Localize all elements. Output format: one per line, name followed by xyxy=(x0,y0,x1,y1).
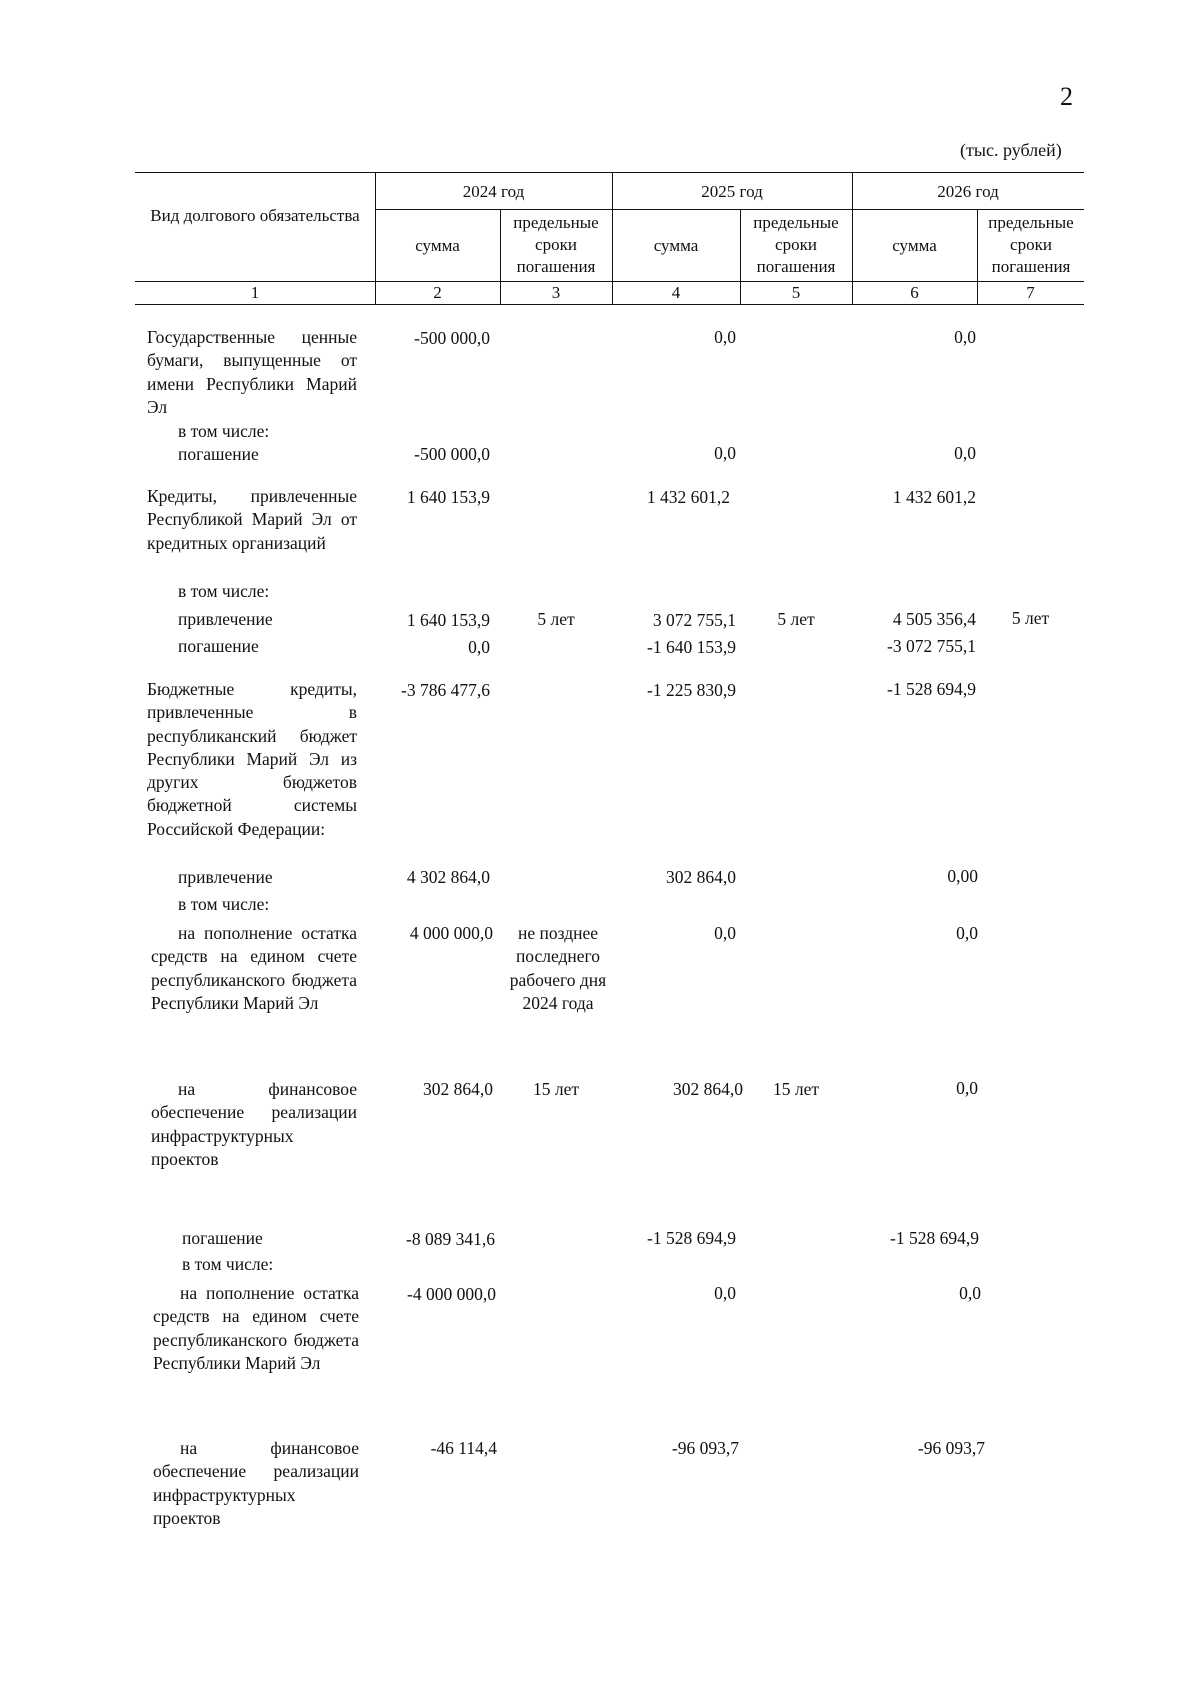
col-num-2: 2 xyxy=(433,283,442,302)
budget-credits-2025: -1 225 830,9 xyxy=(647,680,736,700)
credits-repay-2025: -1 640 153,9 xyxy=(647,637,736,657)
budget-repay-incl: в том числе: xyxy=(182,1254,274,1274)
attract-infra-2024: 302 864,0 xyxy=(423,1079,493,1099)
row-label-securities-repay: погашение xyxy=(178,444,259,464)
credits-attract-term-2026: 5 лет xyxy=(1011,608,1050,628)
credits-2025: 1 432 601,2 xyxy=(646,487,730,507)
budget-repay-2024: -8 089 341,6 xyxy=(406,1229,495,1249)
credits-2024: 1 640 153,9 xyxy=(406,487,490,507)
credits-attract-2024: 1 640 153,9 xyxy=(406,610,490,630)
securities-incl: в том числе: xyxy=(178,421,270,441)
repay-infra-2026: -96 093,7 xyxy=(917,1438,985,1458)
attract-replenish-2024: 4 000 000,0 xyxy=(409,923,493,943)
attract-infra-2025: 302 864,0 xyxy=(673,1079,743,1099)
row-label-attract-replenish: на пополнение остатка средств на едином счете республиканского бюджета Республики Марий Эл xyxy=(151,923,357,1013)
budget-attract-2025: 302 864,0 xyxy=(666,867,736,887)
row-label-budget-credits: Бюджетные кредиты, привлеченные в республиканский бюджет Республики Марий Эл из других бюджетов бюджетной системы Российской Федерации: xyxy=(147,679,357,839)
attract-infra-2026: 0,0 xyxy=(956,1078,978,1098)
credits-repay-2024: 0,0 xyxy=(468,637,490,657)
col-num-4: 4 xyxy=(671,283,681,302)
credits-attract-term-2025: 5 лет xyxy=(777,609,815,629)
attract-replenish-2025: 0,0 xyxy=(714,923,736,943)
budget-repay-2025: -1 528 694,9 xyxy=(647,1228,736,1248)
col-num-1: 1 xyxy=(250,283,260,302)
row-label-credits-repay: погашение xyxy=(178,636,259,656)
securities-2026: 0,0 xyxy=(954,327,976,347)
units-label: (тыс. рублей) xyxy=(960,140,1062,160)
row-label-credits: Кредиты, привлеченные Республикой Марий Эл от кредитных организаций xyxy=(147,486,357,553)
securities-repay-2024: -500 000,0 xyxy=(414,444,490,464)
header-sum-2024: сумма xyxy=(415,236,460,255)
header-col-type: Вид долгового обязательства xyxy=(150,206,360,225)
credits-repay-2026: -3 072 755,1 xyxy=(887,636,976,656)
header-year-2025: 2025 год xyxy=(701,182,763,201)
attract-replenish-2026: 0,0 xyxy=(956,923,978,943)
header-year-2026: 2026 год xyxy=(937,182,999,201)
credits-attract-2026: 4 505 356,4 xyxy=(892,609,976,629)
credits-attract-term-2024: 5 лет xyxy=(537,609,575,629)
repay-replenish-2025: 0,0 xyxy=(714,1283,736,1303)
header-year-2024: 2024 год xyxy=(462,182,525,201)
budget-credits-2026: -1 528 694,9 xyxy=(887,679,976,699)
header-sum-2025: сумма xyxy=(653,236,699,255)
attract-infra-term-2025: 15 лет xyxy=(772,1079,820,1099)
credits-2026: 1 432 601,2 xyxy=(892,487,976,507)
page-number: 2 xyxy=(1060,82,1073,111)
attract-replenish-term-2024: не позднее последнего рабочего дня 2024 года xyxy=(509,923,607,1013)
col-num-7: 7 xyxy=(1026,283,1035,302)
repay-infra-2025: -96 093,7 xyxy=(671,1438,739,1458)
header-term-2025: предельные сроки погашения xyxy=(753,213,839,276)
budget-repay-2026: -1 528 694,9 xyxy=(890,1228,979,1248)
header-term-2026: предельные сроки погашения xyxy=(988,213,1074,276)
budget-credits-2024: -3 786 477,6 xyxy=(401,680,490,700)
header-term-2024: предельные сроки погашения xyxy=(513,213,599,276)
repay-replenish-2024: -4 000 000,0 xyxy=(407,1284,496,1304)
col-num-6: 6 xyxy=(910,283,919,302)
row-label-repay-infra: на финансовое обеспечение реализации инфраструктурных проектов xyxy=(153,1438,359,1528)
row-label-budget-attract: привлечение xyxy=(178,867,273,887)
row-label-credits-attract: привлечение xyxy=(178,609,273,629)
row-label-attract-infra: на финансовое обеспечение реализации инфраструктурных проектов xyxy=(151,1079,357,1169)
credits-incl: в том числе: xyxy=(178,581,270,601)
attract-infra-term-2024: 15 лет xyxy=(532,1079,580,1099)
budget-attract-2024: 4 302 864,0 xyxy=(406,867,490,887)
col-num-3: 3 xyxy=(551,283,561,302)
securities-2024: -500 000,0 xyxy=(414,328,490,348)
col-num-5: 5 xyxy=(791,283,801,302)
budget-attract-incl: в том числе: xyxy=(178,894,270,914)
header-sum-2026: сумма xyxy=(892,236,937,255)
credits-attract-2025: 3 072 755,1 xyxy=(652,610,736,630)
row-label-budget-repay: погашение xyxy=(182,1228,263,1248)
row-label-securities: Государственные ценные бумаги, выпущенные от имени Республики Марий Эл xyxy=(147,327,357,417)
securities-2025: 0,0 xyxy=(714,327,736,347)
row-label-repay-replenish: на пополнение остатка средств на едином счете республиканского бюджета Республики Марий Эл xyxy=(153,1283,359,1373)
securities-repay-2026: 0,0 xyxy=(954,443,976,463)
securities-repay-2025: 0,0 xyxy=(714,443,736,463)
repay-infra-2024: -46 114,4 xyxy=(430,1438,497,1458)
budget-attract-2026: 0,00 xyxy=(947,866,978,886)
repay-replenish-2026: 0,0 xyxy=(959,1283,981,1303)
